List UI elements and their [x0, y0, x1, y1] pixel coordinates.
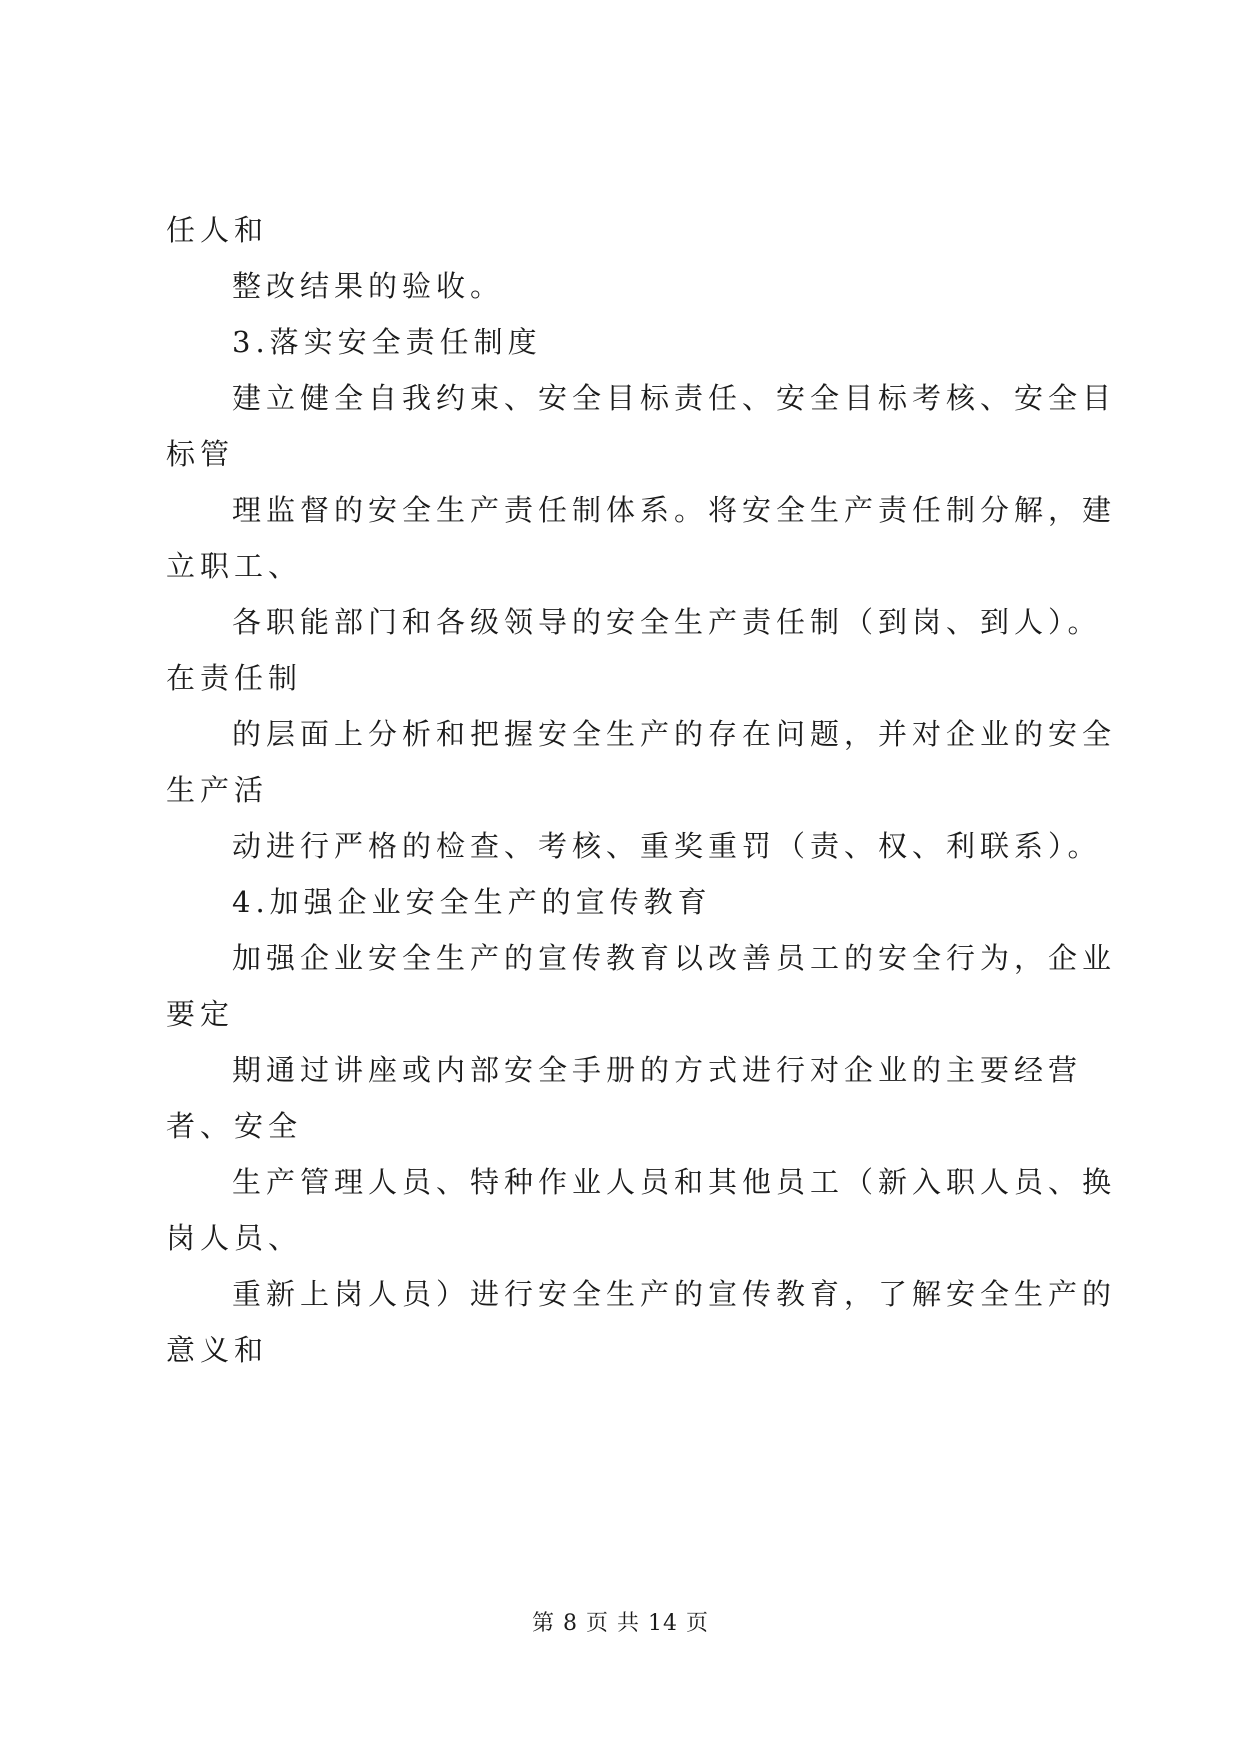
text-line: 任人和	[166, 213, 269, 247]
text-line: 期通过讲座或内部安全手册的方式进行对企业的主要经营	[232, 1053, 1083, 1087]
text-line: 意义和	[166, 1333, 269, 1367]
text-line: 在责任制	[166, 661, 303, 695]
text-line: 整改结果的验收。	[232, 269, 505, 303]
text-line: 岗人员、	[166, 1221, 303, 1255]
text-line: 加强企业安全生产的宣传教育以改善员工的安全行为，企业	[232, 941, 1117, 975]
text-line: 要定	[166, 997, 235, 1031]
text-line: 者、安全	[166, 1109, 303, 1143]
text-line: 生产活	[166, 773, 269, 807]
text-line: 动进行严格的检查、考核、重奖重罚（责、权、利联系）。	[232, 829, 1102, 863]
text-line: 重新上岗人员）进行安全生产的宣传教育，了解安全生产的	[232, 1277, 1117, 1311]
text-line: 生产管理人员、特种作业人员和其他员工（新入职人员、换	[232, 1165, 1117, 1199]
text-line: 标管	[166, 437, 235, 471]
text-line: 建立健全自我约束、安全目标责任、安全目标考核、安全目	[232, 381, 1117, 415]
text-line: 的层面上分析和把握安全生产的存在问题，并对企业的安全	[232, 717, 1117, 751]
text-line: 各职能部门和各级领导的安全生产责任制（到岗、到人）。	[232, 605, 1102, 639]
text-line: 理监督的安全生产责任制体系。将安全生产责任制分解，建	[232, 493, 1117, 527]
section-heading: 3.落实安全责任制度	[232, 325, 542, 359]
section-heading: 4.加强企业安全生产的宣传教育	[232, 885, 712, 919]
text-line: 立职工、	[166, 549, 303, 583]
page-number: 第 8 页 共 14 页	[532, 1611, 709, 1636]
